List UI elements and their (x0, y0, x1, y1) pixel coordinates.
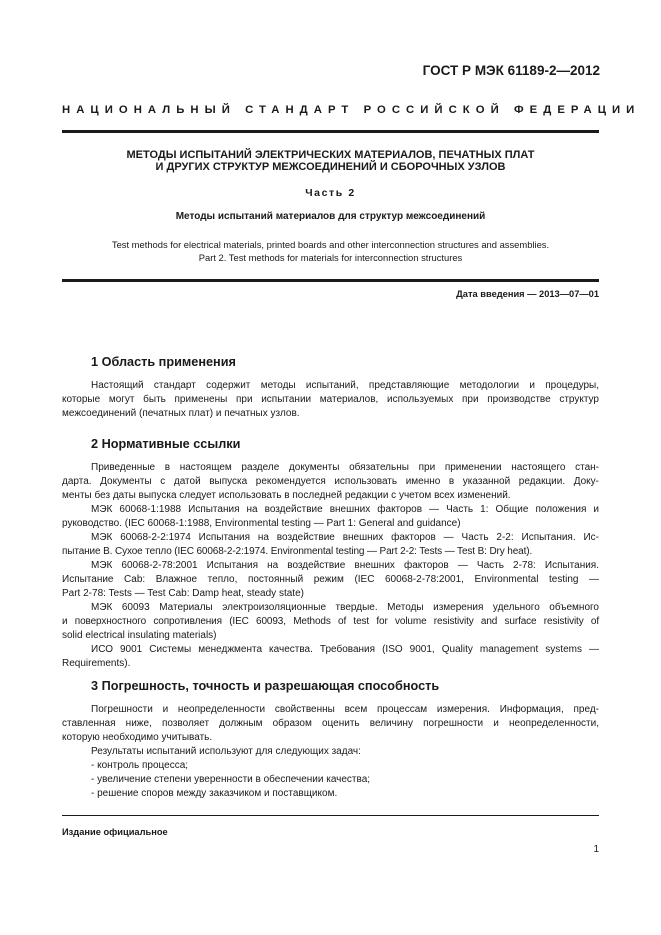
section-2-line: менты без даты выпуска следует использовать в последней редакции с учетом всех изменений. (62, 490, 511, 501)
section-2-line: Приведенные в настоящем разделе документы обязательны при применении настоящего стан- (91, 462, 599, 473)
introduction-date: Дата введения — 2013—07—01 (456, 289, 599, 299)
english-title-line-1: Test methods for electrical materials, printed boards and other interconnection structures and assemblies. (111, 239, 550, 250)
section-2-line: МЭК 60068-2-2:1974 Испытания на воздействие внешних факторов — Часть 2-2: Испытания. Ис- (91, 532, 599, 543)
section-2-line: Requirements). (62, 658, 131, 669)
official-edition-label: Издание официальное (62, 827, 168, 837)
document-code: ГОСТ Р МЭК 61189-2—2012 (422, 63, 600, 78)
section-2-line: Part 2-78: Tests — Test Cab: Damp heat, steady state) (62, 588, 304, 599)
section-2-line: дарта. Документы с датой выпуска рекомендуется использовать именно в указанной редакции. Доку- (62, 476, 599, 487)
subtitle: Методы испытаний материалов для структур межсоединений (175, 211, 486, 222)
section-2-line: руководство. (IEC 60068-1:1988, Environmental testing — Part 1: General and guidance) (62, 518, 461, 529)
section-2-line: МЭК 60068-1:1988 Испытания на воздействие внешних факторов — Часть 1: Общие положения и (91, 504, 599, 515)
header-divider (62, 130, 599, 133)
title-line-1: МЕТОДЫ ИСПЫТАНИЙ ЭЛЕКТРИЧЕСКИХ МАТЕРИАЛОВ, ПЕЧАТНЫХ ПЛАТ (126, 149, 535, 161)
title-divider (62, 279, 599, 282)
section-2-line: ИСО 9001 Системы менеджмента качества. Требования (ISO 9001, Quality management systems — (91, 644, 599, 655)
section-3-line: которую необходимо учитывать. (62, 732, 213, 743)
section-2-line: и поверхностного сопротивления (IEC 60093, Methods of test for volume resistivity and surface resistivity of (62, 616, 599, 627)
section-3-heading: 3 Погрешность, точность и разрешающая способность (91, 679, 440, 693)
section-3-list-item: - решение споров между заказчиком и поставщиком. (91, 788, 338, 799)
section-2-line: solid electrical insulating materials) (62, 630, 217, 641)
section-2-line: МЭК 60093 Материалы электроизоляционные твердые. Методы измерения удельного объемного (91, 602, 599, 613)
section-3-line: Погрешности и неопределенности свойственны всем процессам измерения. Информация, пред- (91, 704, 599, 715)
section-3-list-item: - увеличение степени уверенности в обеспечении качества; (91, 774, 371, 785)
section-3-line: Результаты испытаний используют для следующих задач: (91, 746, 361, 757)
section-2-line: МЭК 60068-2-78:2001 Испытания на воздействие внешних факторов — Часть 2-78: Испытания. (91, 560, 599, 571)
section-1-line: которые могут быть применены при испытании материалов, используемых при производстве структур (62, 394, 599, 405)
section-1-line: межсоединений (печатных плат) и печатных узлов. (62, 408, 300, 419)
title-line-2: И ДРУГИХ СТРУКТУР МЕЖСОЕДИНЕНИЙ И СБОРОЧНЫХ УЗЛОВ (155, 161, 506, 173)
footer-divider (62, 815, 599, 816)
section-1-heading: 1 Область применения (91, 355, 236, 369)
english-title-line-2: Part 2. Test methods for materials for interconnection structures (198, 252, 463, 263)
page-number: 1 (593, 844, 599, 855)
national-standard-banner: НАЦИОНАЛЬНЫЙ СТАНДАРТ РОССИЙСКОЙ ФЕДЕРАЦИИ (62, 104, 641, 116)
part-label: Часть 2 (305, 187, 356, 199)
section-2-line: Испытание Cab: Влажное тепло, постоянный режим (IEC 60068-2-78:2001, Environmental testing — (62, 574, 599, 585)
section-2-heading: 2 Нормативные ссылки (91, 437, 241, 451)
section-3-list-item: - контроль процесса; (91, 760, 189, 771)
section-2-line: пытание B. Сухое тепло (IEC 60068-2-2:1974. Environmental testing — Part 2-2: Tests — Test B: Dry heat). (62, 546, 533, 557)
section-1-line: Настоящий стандарт содержит методы испытаний, представляющие методологии и процедуры, (91, 380, 599, 391)
section-3-line: ставленная ниже, позволяет должным образом оценить величину погрешности и неопределенности, (62, 718, 599, 729)
